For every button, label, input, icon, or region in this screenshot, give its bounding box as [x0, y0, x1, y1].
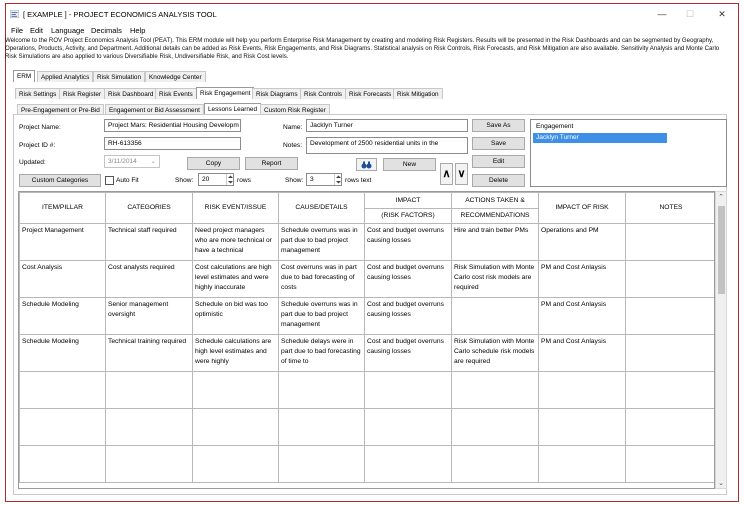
- move-up-button[interactable]: ∧: [440, 163, 453, 185]
- col-header-actions[interactable]: [452, 193, 539, 224]
- minimize-icon[interactable]: —: [657, 9, 667, 19]
- name-label: Name:: [283, 124, 303, 131]
- cell-impact-of-risk[interactable]: [539, 446, 626, 483]
- cell-item-pillar[interactable]: Cost Analysis: [20, 261, 106, 298]
- menu-file[interactable]: File: [11, 26, 24, 35]
- scroll-up-icon[interactable]: ⌃: [718, 194, 724, 201]
- tab-risk-events[interactable]: Risk Events: [155, 88, 197, 99]
- updated-label: Updated:: [19, 159, 46, 166]
- updated-date-picker[interactable]: [104, 155, 160, 168]
- save-as-button[interactable]: Save As: [472, 119, 525, 132]
- notes-textarea[interactable]: Development of 2500 residential units in the: [306, 137, 468, 154]
- cell-categories[interactable]: [106, 409, 193, 446]
- rows-unit-label: rows: [237, 177, 251, 184]
- cell-impact-of-risk[interactable]: PM and Cost Anlaysis: [539, 261, 626, 298]
- table-row[interactable]: [20, 261, 716, 298]
- cell-notes[interactable]: [626, 298, 716, 335]
- lessons-learned-grid[interactable]: [18, 191, 715, 489]
- maximize-icon[interactable]: ☐: [685, 9, 695, 19]
- cell-categories[interactable]: Technical training required: [106, 335, 193, 372]
- cell-actions[interactable]: Hire and train better PMs: [452, 224, 539, 261]
- col-header-impact[interactable]: [365, 193, 452, 224]
- report-button[interactable]: Report: [245, 157, 298, 170]
- col-header-item-pillar[interactable]: ITEM/PILLAR: [20, 193, 106, 224]
- binoculars-icon: [361, 161, 372, 169]
- cell-actions[interactable]: [452, 409, 539, 446]
- tab-risk-forecasts[interactable]: Risk Forecasts: [345, 88, 395, 99]
- cell-impact-of-risk[interactable]: PM and Cost Anlaysis: [539, 298, 626, 335]
- cell-impact-of-risk[interactable]: [539, 372, 626, 409]
- col-header-impact-of-risk[interactable]: IMPACT OF RISK: [539, 193, 626, 224]
- stepper-arrows-icon[interactable]: [334, 174, 341, 186]
- rows-text-unit-label: rows text: [345, 177, 372, 184]
- new-button[interactable]: New: [383, 158, 436, 171]
- menu-decimals[interactable]: Decimals: [91, 26, 122, 35]
- cell-notes[interactable]: [626, 335, 716, 372]
- rows-value: 20: [202, 176, 210, 183]
- cell-risk-event[interactable]: Schedule on bid was too optimistic: [193, 298, 279, 335]
- menu-help[interactable]: Help: [130, 26, 146, 35]
- custom-categories-button[interactable]: Custom Categories: [19, 174, 101, 187]
- tab-engagement-bid-assessment[interactable]: Engagement or Bid Assessment: [105, 104, 204, 115]
- cell-item-pillar[interactable]: Schedule Modeling: [20, 335, 106, 372]
- cell-risk-event[interactable]: [193, 409, 279, 446]
- cell-notes[interactable]: [626, 261, 716, 298]
- auto-fit-label: Auto Fit: [116, 177, 139, 184]
- tab-erm[interactable]: ERM: [13, 70, 35, 82]
- cell-risk-event[interactable]: Cost calculations are high level estimates and were highly inaccurate: [193, 261, 279, 298]
- col-header-risk-event[interactable]: RISK EVENT/ISSUE: [193, 193, 279, 224]
- table-row[interactable]: [20, 446, 716, 483]
- impact-subheader-label: (RISK FACTORS): [381, 212, 435, 219]
- scrollbar-thumb[interactable]: [718, 206, 725, 294]
- stepper-arrows-icon[interactable]: [226, 174, 233, 186]
- table-header-row: [20, 193, 716, 224]
- table-row[interactable]: [20, 409, 716, 446]
- menu-edit[interactable]: Edit: [30, 26, 43, 35]
- cell-impact[interactable]: Cost and budget overruns causing losses: [365, 298, 452, 335]
- cell-actions[interactable]: Risk Simulation with Monte Carlo schedule risk models are required: [452, 335, 539, 372]
- table-row[interactable]: [20, 298, 716, 335]
- cell-cause-details[interactable]: [279, 446, 365, 483]
- list-item-selected[interactable]: Jacklyn Turner: [533, 133, 667, 143]
- grid-scrollbar[interactable]: [715, 191, 727, 489]
- impact-header-label: IMPACT: [365, 193, 451, 209]
- show-rows-label: Show:: [175, 177, 194, 184]
- cell-actions[interactable]: [452, 446, 539, 483]
- tab-risk-mitigation[interactable]: Risk Mitigation: [393, 88, 443, 99]
- tab-risk-engagement[interactable]: Risk Engagement: [196, 87, 254, 99]
- rows-text-stepper[interactable]: [306, 173, 342, 186]
- table-row[interactable]: [20, 335, 716, 372]
- cell-actions[interactable]: [452, 372, 539, 409]
- title-bar: [6, 4, 738, 24]
- tab-custom-risk-register[interactable]: Custom Risk Register: [260, 104, 330, 115]
- tab-knowledge-center[interactable]: Knowledge Center: [145, 71, 206, 82]
- cell-risk-event[interactable]: Schedule calculations are high level estimates and were highly: [193, 335, 279, 372]
- tab-applied-analytics[interactable]: Applied Analytics: [37, 71, 93, 82]
- cell-notes[interactable]: [626, 224, 716, 261]
- tab-risk-controls[interactable]: Risk Controls: [300, 88, 346, 99]
- tab-risk-dashboard[interactable]: Risk Dashboard: [104, 88, 157, 99]
- cell-impact[interactable]: Cost and budget overruns causing losses: [365, 261, 452, 298]
- cell-item-pillar[interactable]: [20, 409, 106, 446]
- cell-impact-of-risk[interactable]: [539, 409, 626, 446]
- project-id-input[interactable]: RH-613356: [104, 137, 241, 150]
- rows-stepper[interactable]: [198, 173, 234, 186]
- cell-actions[interactable]: [452, 298, 539, 335]
- cell-impact[interactable]: Cost and budget overruns causing losses: [365, 224, 452, 261]
- tab-pre-engagement[interactable]: Pre-Engagement or Pre-Bid: [17, 104, 104, 115]
- auto-fit-checkbox[interactable]: [105, 176, 114, 185]
- cell-cause-details[interactable]: Schedule overruns was in part due to bad project management: [279, 224, 365, 261]
- col-header-cause-details[interactable]: CAUSE/DETAILS: [279, 193, 365, 224]
- app-logo-icon: [10, 10, 19, 18]
- menu-language[interactable]: Language: [51, 26, 85, 35]
- cell-cause-details[interactable]: Schedule delays were in part due to bad forecasting of time to: [279, 335, 365, 372]
- cell-notes[interactable]: [626, 446, 716, 483]
- tab-risk-settings[interactable]: Risk Settings: [15, 88, 60, 99]
- tab-lessons-learned[interactable]: Lessons Learned: [204, 103, 261, 115]
- updated-date-value: 3/11/2014: [108, 158, 137, 165]
- cell-cause-details[interactable]: [279, 372, 365, 409]
- cell-impact[interactable]: [365, 372, 452, 409]
- save-button[interactable]: Save: [472, 137, 525, 150]
- scroll-down-icon[interactable]: ⌄: [718, 480, 724, 487]
- cell-categories[interactable]: [106, 372, 193, 409]
- cell-categories[interactable]: Cost analysts required: [106, 261, 193, 298]
- project-name-label: Project Name:: [19, 124, 61, 131]
- rows-text-value: 3: [310, 176, 314, 183]
- show-rows-text-label: Show:: [285, 177, 304, 184]
- engagement-listbox[interactable]: [530, 119, 727, 187]
- cell-item-pillar[interactable]: [20, 372, 106, 409]
- cell-risk-event[interactable]: [193, 446, 279, 483]
- tab-risk-simulation[interactable]: Risk Simulation: [93, 71, 145, 82]
- cell-cause-details[interactable]: Cost overruns was in part due to bad forecasting of costs: [279, 261, 365, 298]
- cell-categories[interactable]: [106, 446, 193, 483]
- project-name-input[interactable]: Project Mars: Residential Housing Developm: [104, 119, 241, 132]
- cell-actions[interactable]: Risk Simulation with Monte Carlo cost risk models are required: [452, 261, 539, 298]
- cell-impact-of-risk[interactable]: Operations and PM: [539, 224, 626, 261]
- name-input[interactable]: Jacklyn Turner: [306, 119, 468, 132]
- project-id-label: Project ID #:: [19, 142, 56, 149]
- cell-cause-details[interactable]: Schedule overruns was in part due to bad project management: [279, 298, 365, 335]
- tab-risk-diagrams[interactable]: Risk Diagrams: [252, 88, 302, 99]
- cell-impact[interactable]: [365, 409, 452, 446]
- module-description: Welcome to the ROV Project Economics Analysis Tool (PEAT). This ERM module will help you perform Enterprise Risk Management by creating and modeling Risk Registers. Results will be presented in the Risk Dashboards and can be segmented by Geography, Operations, Products, Activity, and Department. Additional details can be added as Risk Events, Risk Engagements, and Risk Diagrams. Statistical analysis on Risk Controls, Risk Forecasts, and Risk Mitigation are also available. Sensitivity Analysis and Monte Carlo Risk Simulations are also applied to various Diversifiable Risk, Undiversifiable Risk, and Risk Cost levels.: [5, 37, 720, 61]
- window-title: [ EXAMPLE ] - PROJECT ECONOMICS ANALYSIS TOOL: [23, 10, 217, 19]
- cell-item-pillar[interactable]: [20, 446, 106, 483]
- col-header-categories[interactable]: CATEGORIES: [106, 193, 193, 224]
- close-icon[interactable]: ✕: [718, 9, 726, 19]
- cell-categories[interactable]: Technical staff required: [106, 224, 193, 261]
- cell-risk-event[interactable]: Need project managers who are more technical or have a technical: [193, 224, 279, 261]
- list-item[interactable]: Engagement: [536, 123, 574, 130]
- delete-button[interactable]: Delete: [472, 174, 525, 187]
- find-button[interactable]: [356, 158, 377, 171]
- notes-label: Notes:: [283, 142, 303, 149]
- table-row[interactable]: [20, 224, 716, 261]
- copy-button[interactable]: Copy: [187, 157, 240, 170]
- cell-impact[interactable]: Cost and budget overruns causing losses: [365, 335, 452, 372]
- edit-button[interactable]: Edit: [472, 155, 525, 168]
- cell-impact[interactable]: [365, 446, 452, 483]
- cell-impact-of-risk[interactable]: PM and Cost Anlaysis: [539, 335, 626, 372]
- actions-header-label: ACTIONS TAKEN &: [452, 193, 538, 209]
- tab-risk-register[interactable]: Risk Register: [59, 88, 105, 99]
- col-header-notes[interactable]: NOTES: [626, 193, 716, 224]
- table-row[interactable]: [20, 372, 716, 409]
- cell-categories[interactable]: Senior management oversight: [106, 298, 193, 335]
- cell-cause-details[interactable]: [279, 409, 365, 446]
- cell-notes[interactable]: [626, 409, 716, 446]
- cell-notes[interactable]: [626, 372, 716, 409]
- actions-subheader-label: RECOMMENDATIONS: [460, 212, 530, 219]
- cell-item-pillar[interactable]: Project Management: [20, 224, 106, 261]
- chevron-down-icon: ⌄: [150, 158, 156, 165]
- move-down-button[interactable]: ∨: [455, 163, 468, 185]
- cell-item-pillar[interactable]: Schedule Modeling: [20, 298, 106, 335]
- cell-risk-event[interactable]: [193, 372, 279, 409]
